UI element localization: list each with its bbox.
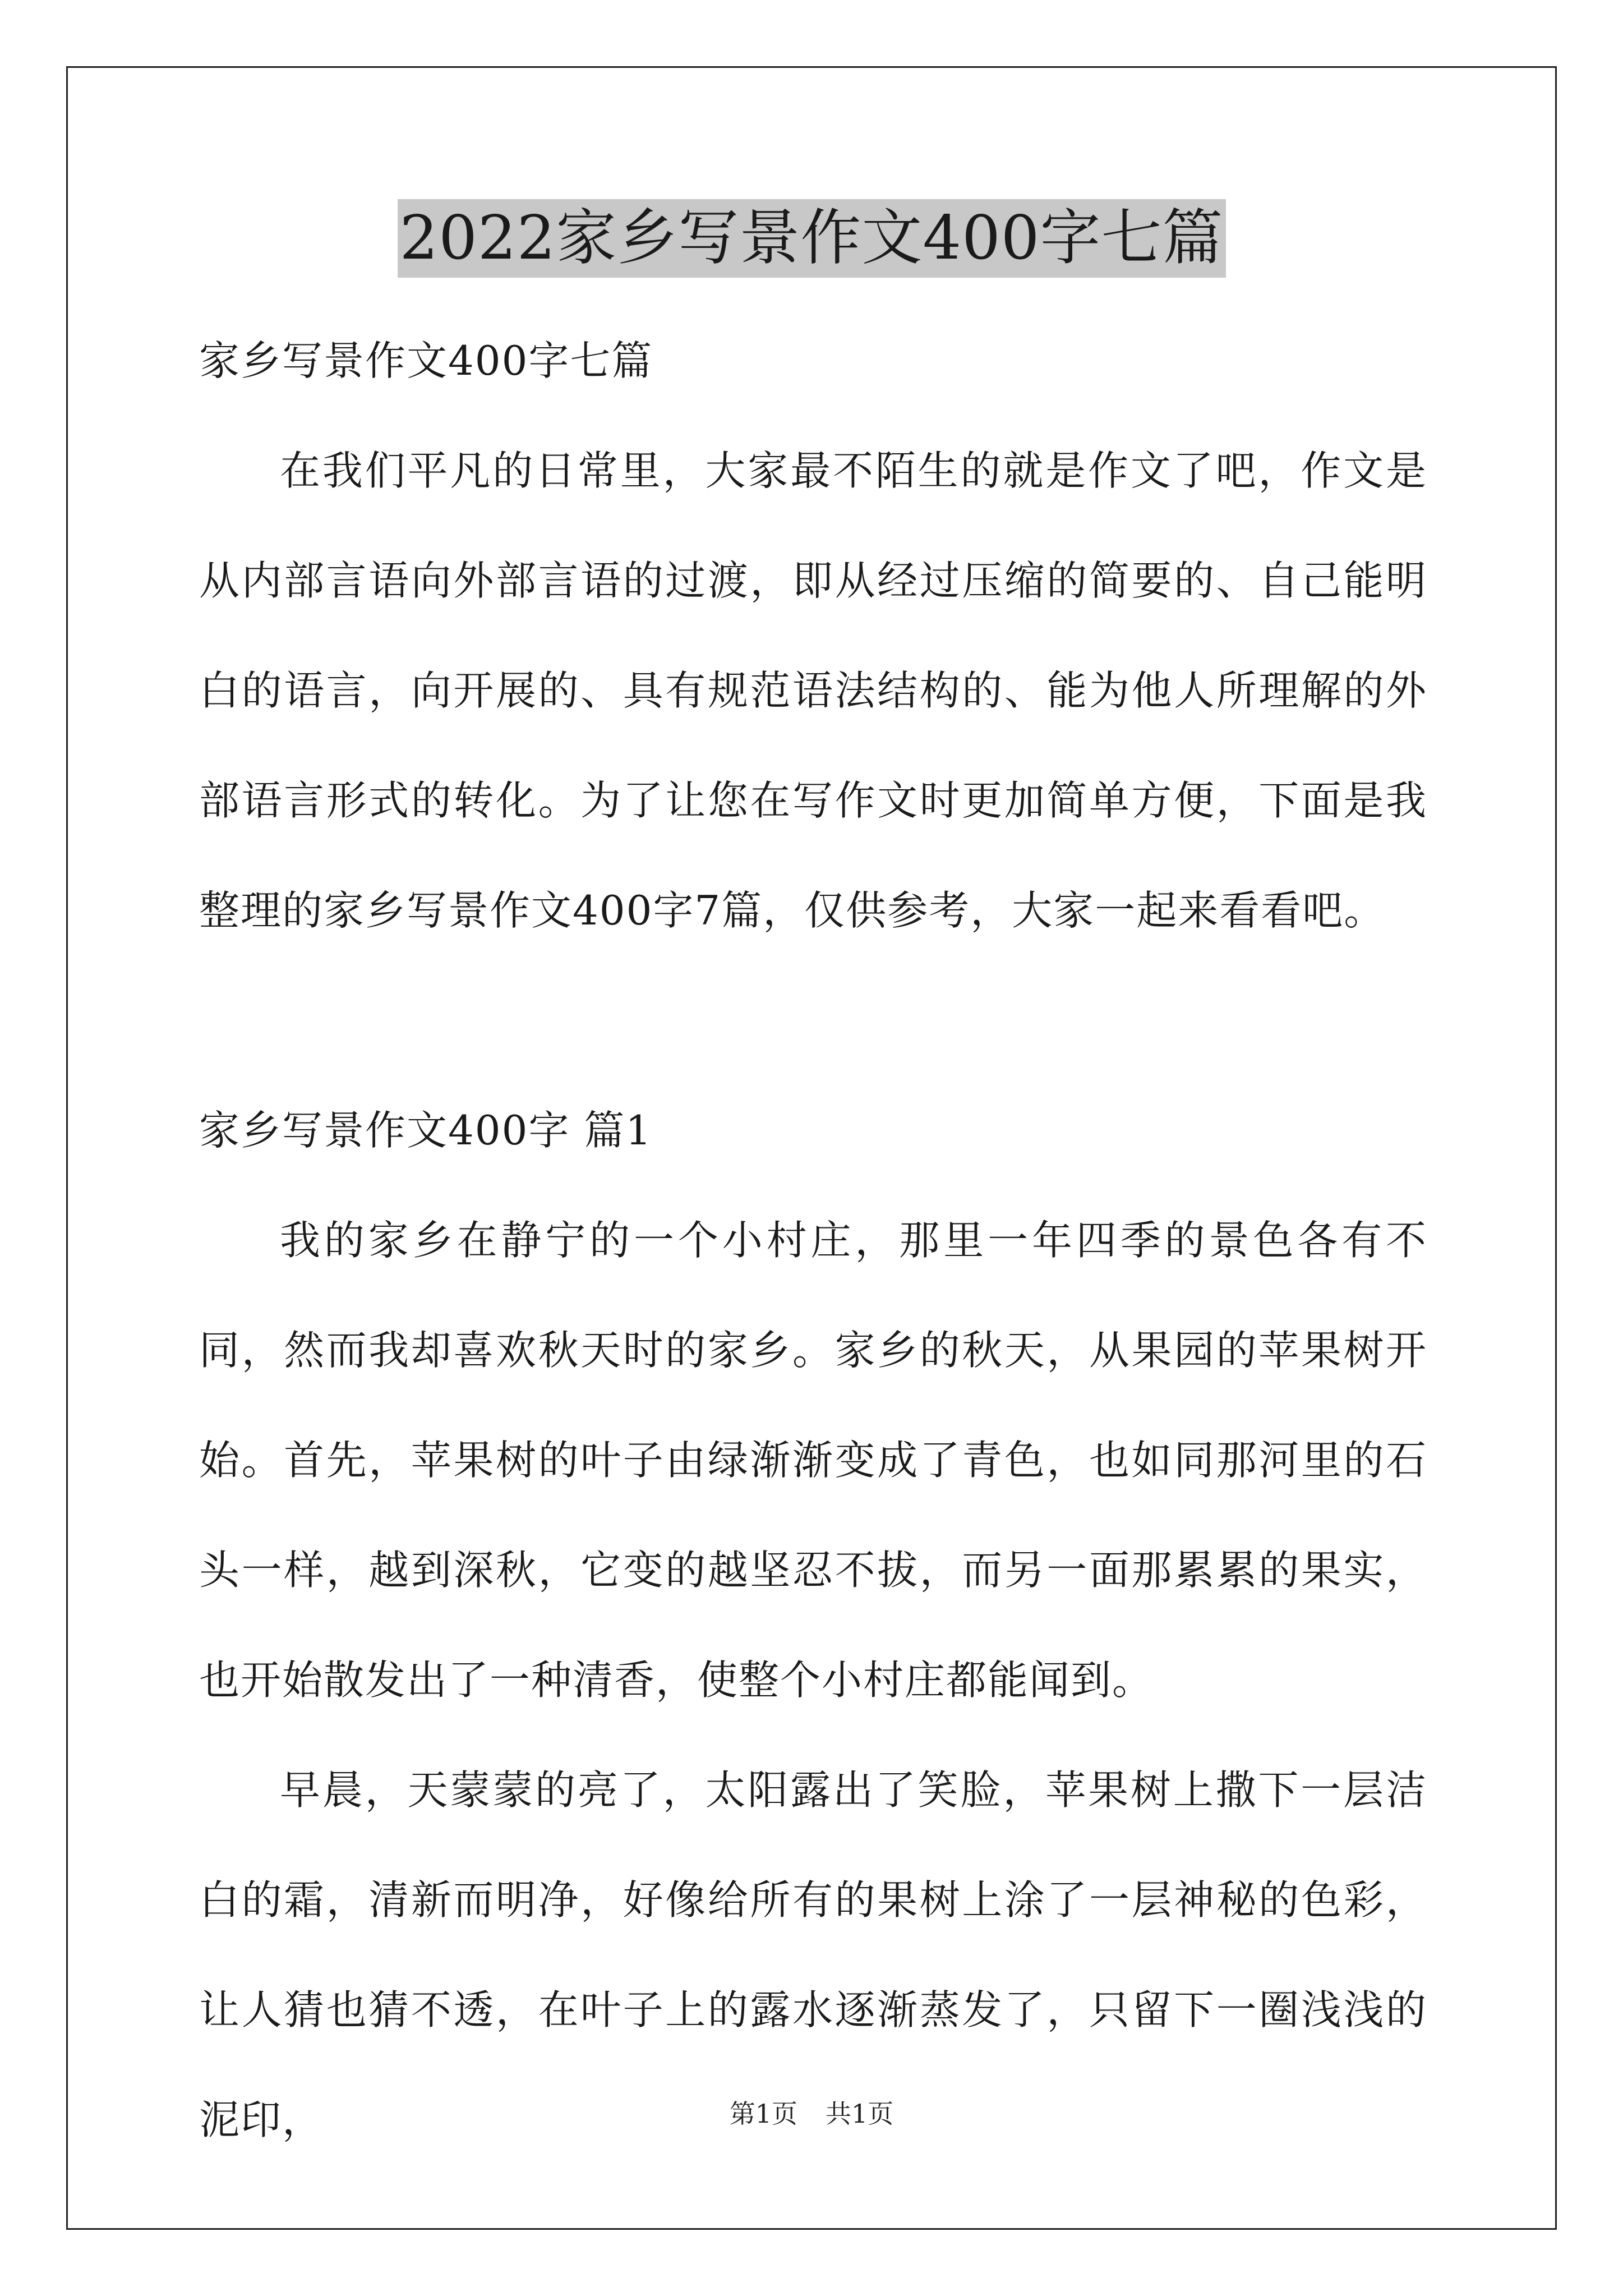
section-1-paragraph-2: 早晨，天蒙蒙的亮了，太阳露出了笑脸，苹果树上撒下一层洁白的霜，清新而明净，好像给所有的果树上涂了一层神秘的色彩，让人猜也猜不透，在叶子上的露水逐渐蒸发了，只留下一圈浅浅的泥印， [199,1766,1427,2143]
section-spacer [199,965,1427,1075]
intro-paragraph: 在我们平凡的日常里，大家最不陌生的就是作文了吧，作文是从内部言语向外部言语的过渡，即从经过压缩的简要的、自己能明白的语言，向开展的、具有规范语法结构的、能为他人所理解的外部语言形式的转化。为了让您在写作文时更加简单方便，下面是我整理的家乡写景作文400字7篇，仅供参考，大家一起来看看吧。 [199,447,1427,934]
title-wrapper [0,199,1623,278]
page-total: 共1页 [826,2099,894,2129]
section-heading-1: 家乡写景作文400字 篇1 [199,1107,653,1154]
document-title: 2022家乡写景作文400字七篇 [398,199,1226,278]
page-number: 第1页 [729,2099,797,2129]
document-body [199,306,1427,2175]
page-footer [0,2097,1623,2131]
document-subtitle: 家乡写景作文400字七篇 [199,337,653,384]
section-1-paragraph-1: 我的家乡在静宁的一个小村庄，那里一年四季的景色各有不同，然而我却喜欢秋天时的家乡。家乡的秋天，从果园的苹果树开始。首先，苹果树的叶子由绿渐渐变成了青色，也如同那河里的石头一样，越到深秋，它变的越坚忍不拔，而另一面那累累的果实，也开始散发出了一种清香，使整个小村庄都能闻到。 [199,1217,1427,1704]
